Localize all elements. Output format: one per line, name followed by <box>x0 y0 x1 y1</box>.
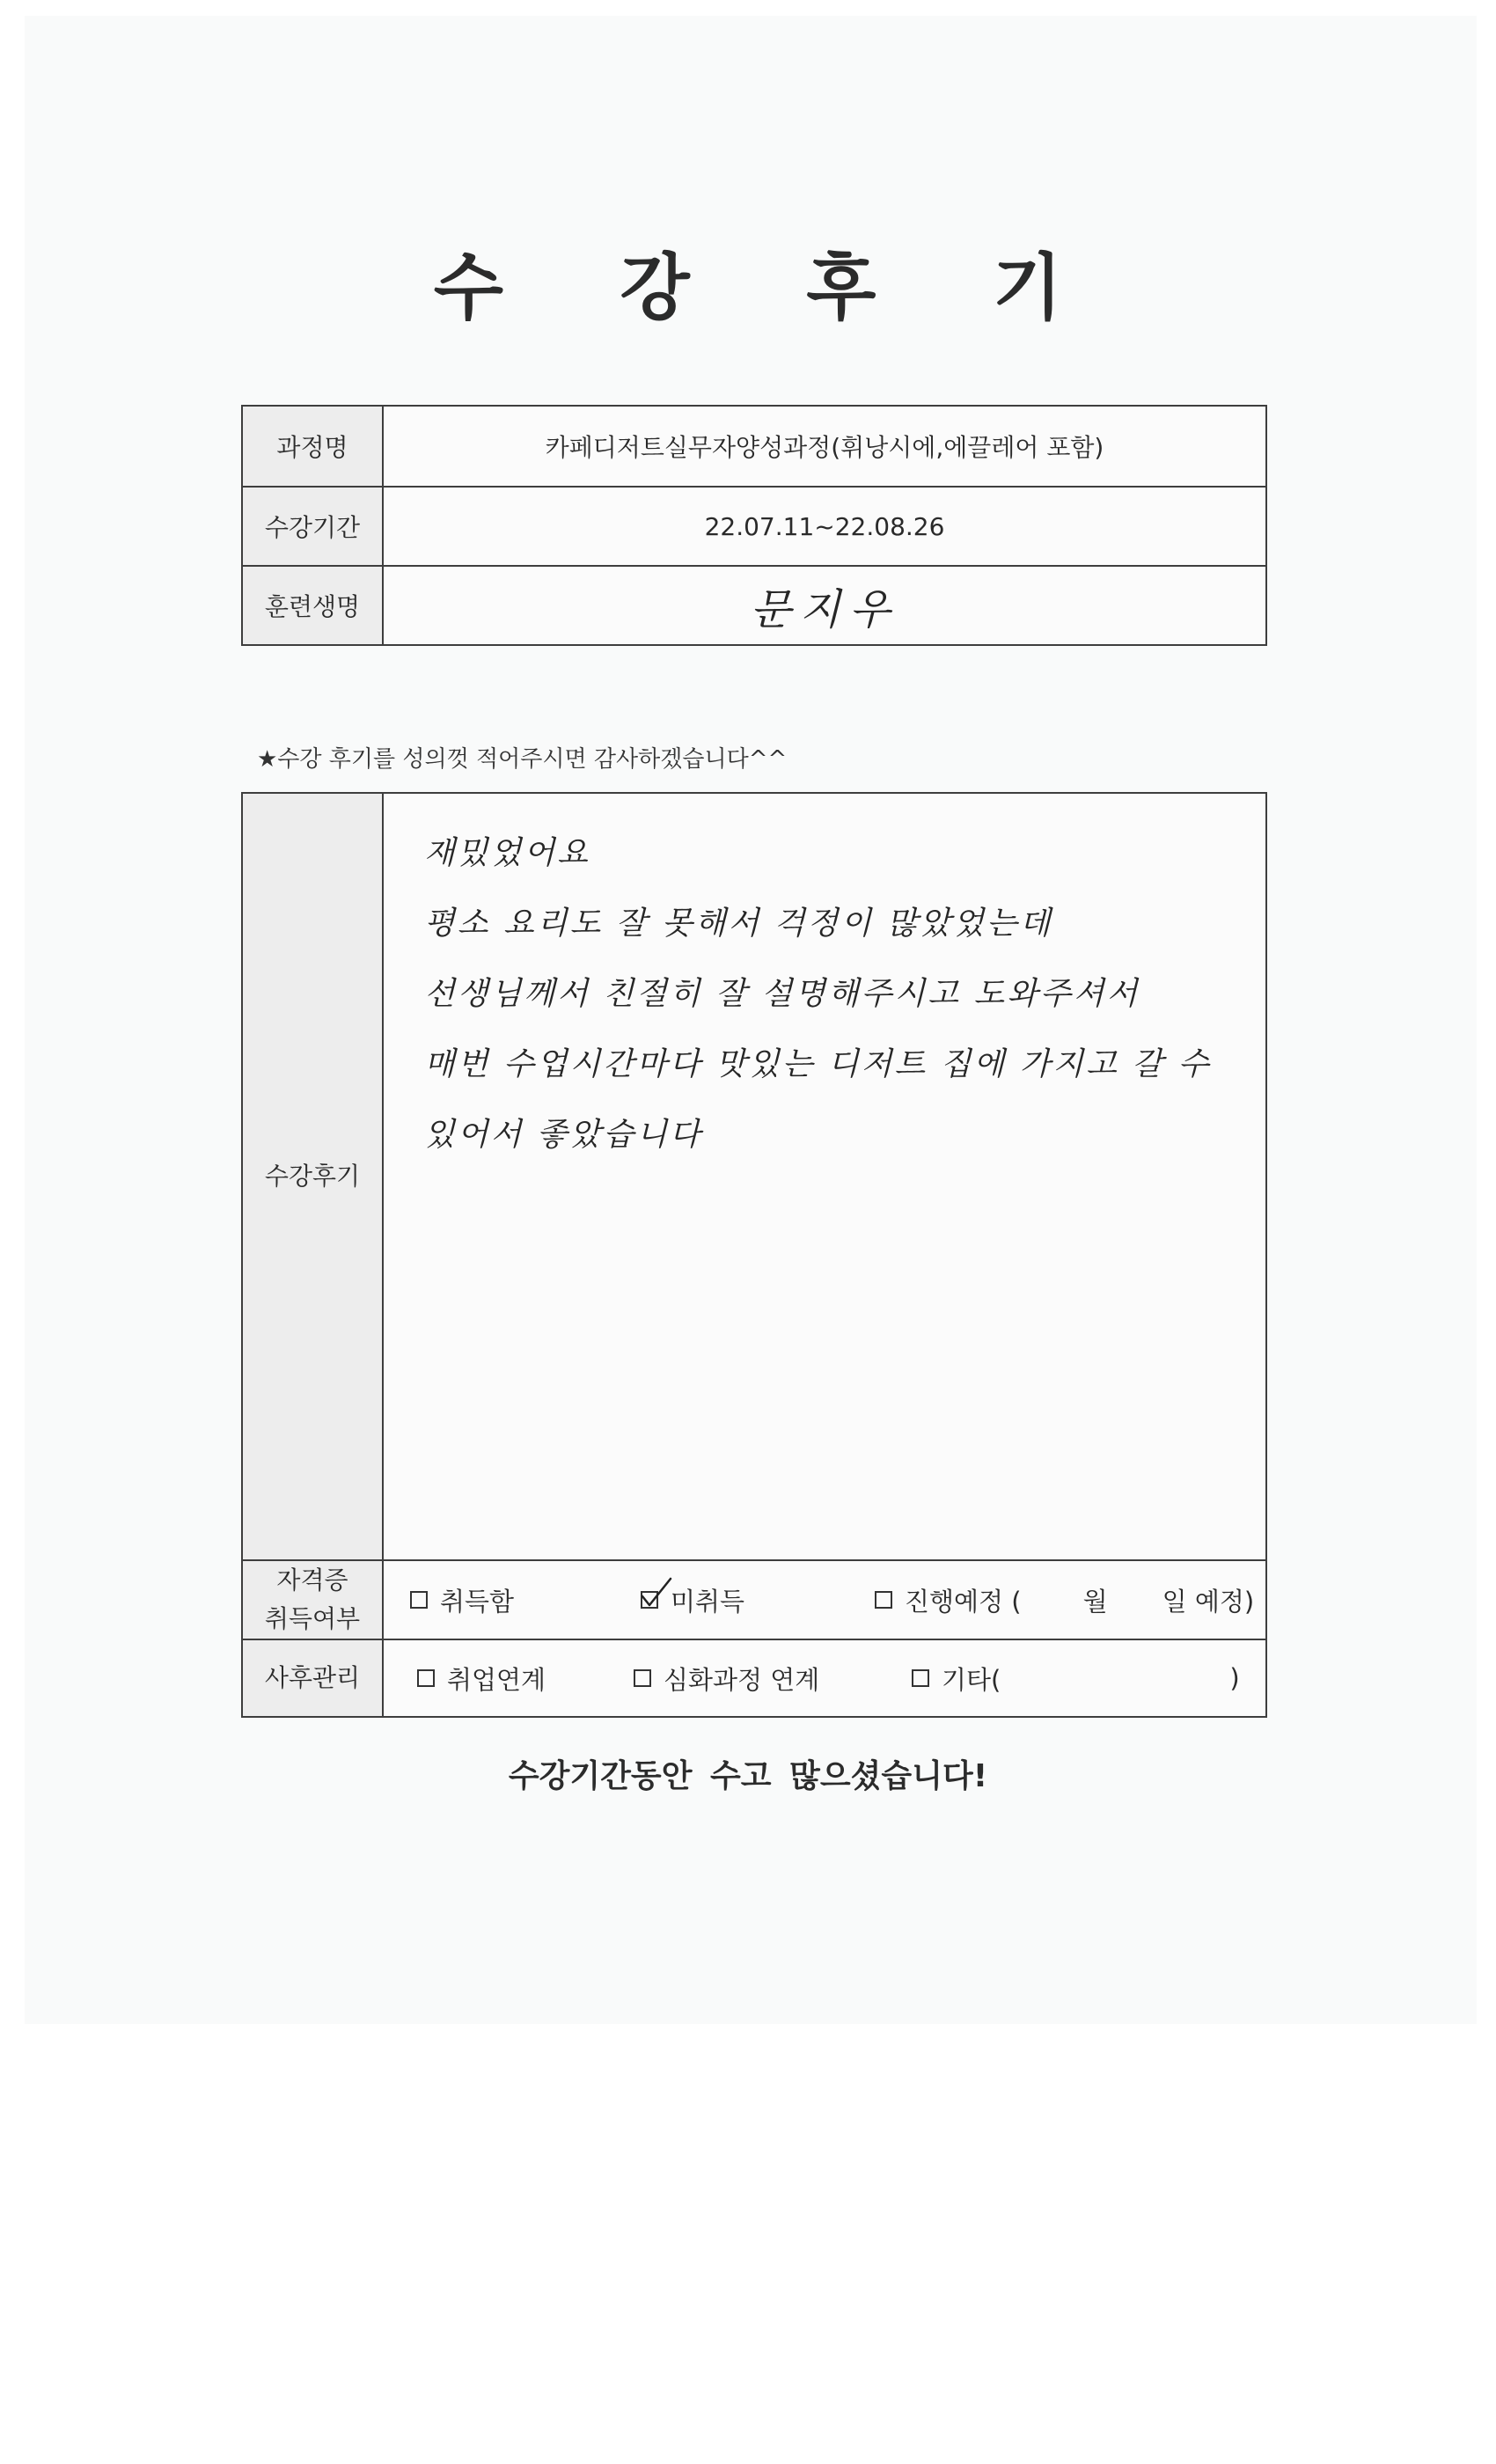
option-not-acquired[interactable] <box>641 1582 875 1618</box>
trainee-name-handwritten: 문지우 <box>750 584 899 634</box>
option-advanced-course[interactable] <box>634 1661 912 1697</box>
certificate-label <box>242 1560 383 1639</box>
option-job-link[interactable] <box>417 1661 634 1697</box>
trainee-name-label: 훈련생명 <box>242 566 383 645</box>
checkbox-icon[interactable] <box>641 1591 658 1609</box>
day-planned-label: 일 예정) <box>1162 1586 1255 1617</box>
review-label: 수강후기 <box>242 793 383 1560</box>
month-label: 월 <box>1082 1586 1108 1617</box>
page-title: 수 강 후 기 <box>433 246 1109 330</box>
review-lines <box>384 794 1265 1170</box>
option-job-link-label: 취업연계 <box>447 1664 546 1695</box>
review-line: 선생님께서 친절히 잘 설명해주시고 도와주셔서 <box>424 976 1140 1012</box>
option-not-acquired-label: 미취득 <box>671 1586 745 1617</box>
checkbox-icon[interactable] <box>410 1591 428 1609</box>
option-other[interactable] <box>912 1661 1240 1697</box>
aftercare-label: 사후관리 <box>242 1639 383 1717</box>
notice-text: ★수강 후기를 성의껏 적어주시면 감사하겠습니다^^ <box>257 746 788 773</box>
review-body <box>383 793 1266 1560</box>
course-name-value: 카페디저트실무자양성과정(휘낭시에,에끌레어 포함) <box>383 406 1266 487</box>
course-name-label: 과정명 <box>242 406 383 487</box>
aftercare-options <box>383 1639 1266 1717</box>
checkbox-icon[interactable] <box>875 1591 892 1609</box>
certificate-label-line1: 자격증 <box>276 1566 348 1595</box>
option-advanced-course-label: 심화과정 연계 <box>664 1664 820 1695</box>
option-acquired[interactable] <box>410 1582 641 1618</box>
review-line: 재밌었어요 <box>424 835 590 871</box>
closing-message: 수강기간동안 수고 많으셨습니다! <box>508 1758 988 1794</box>
checkbox-icon[interactable] <box>634 1669 651 1687</box>
option-in-progress-label: 진행예정 ( <box>905 1586 1022 1617</box>
review-line: 평소 요리도 잘 못해서 걱정이 많았었는데 <box>424 906 1053 942</box>
review-table <box>241 792 1267 1718</box>
course-period-label: 수강기간 <box>242 487 383 566</box>
checkbox-icon[interactable] <box>417 1669 435 1687</box>
option-other-label: 기타( <box>942 1664 1001 1695</box>
certificate-label-line2: 취득여부 <box>264 1604 361 1633</box>
check-mark-icon <box>639 1575 674 1610</box>
review-line: 매번 수업시간마다 맛있는 디저트 집에 가지고 갈 수 <box>424 1046 1212 1082</box>
review-line: 있어서 좋았습니다 <box>424 1117 703 1153</box>
checkbox-icon[interactable] <box>912 1669 929 1687</box>
course-period-value: 22.07.11~22.08.26 <box>383 487 1266 566</box>
option-in-progress[interactable] <box>875 1582 1254 1618</box>
certificate-options <box>383 1560 1266 1639</box>
option-acquired-label: 취득함 <box>440 1586 515 1617</box>
trainee-name-value <box>383 566 1266 645</box>
course-info-table <box>241 405 1267 646</box>
other-closing-paren: ) <box>1229 1663 1240 1693</box>
